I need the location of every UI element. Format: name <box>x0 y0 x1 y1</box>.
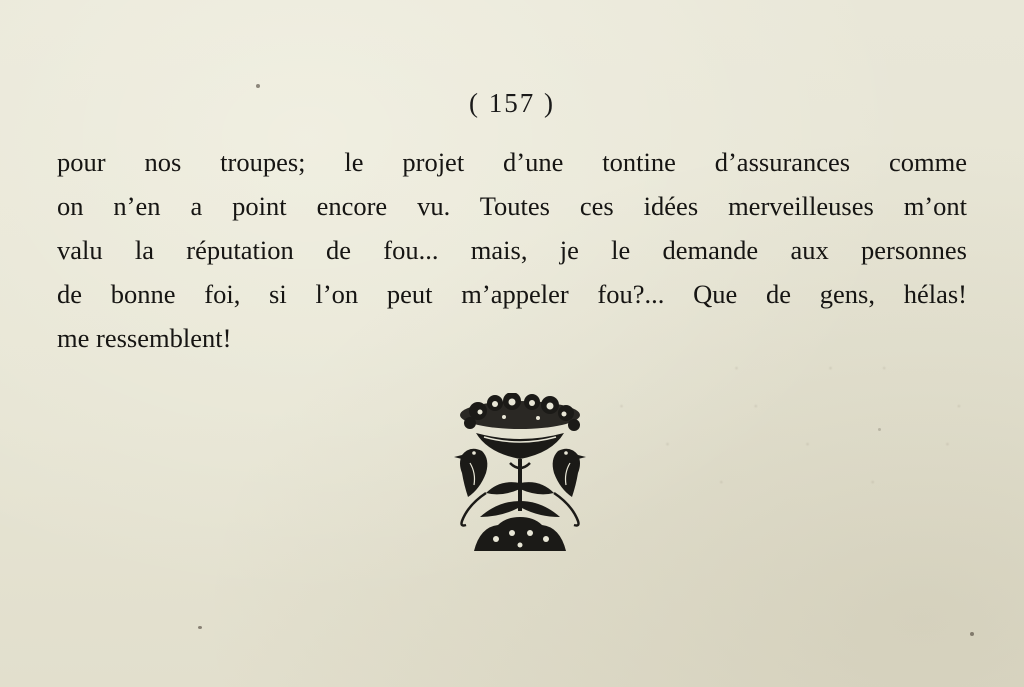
bleed-through-text: · · · · · · · · · · · <box>617 356 963 495</box>
paper-speck <box>970 632 974 636</box>
paper-speck <box>198 626 202 629</box>
text-line: on n’en a point encore vu. Toutes ces idées merveilleuses m’ont <box>57 191 967 221</box>
paper-speck <box>256 84 260 88</box>
paper-speck <box>878 428 881 431</box>
floral-ornament-icon <box>440 393 600 555</box>
body-text <box>57 140 967 360</box>
text-line: pour nos troupes; le projet d’une tontine d’assurances comme <box>57 147 967 177</box>
text-line: valu la réputation de fou... mais, je le demande aux personnes <box>57 235 967 265</box>
page-number: ( 157 ) <box>469 88 555 118</box>
text-line: de bonne foi, si l’on peut m’appeler fou?... Que de gens, hélas! <box>57 279 967 309</box>
text-line: me ressemblent! <box>57 323 232 353</box>
